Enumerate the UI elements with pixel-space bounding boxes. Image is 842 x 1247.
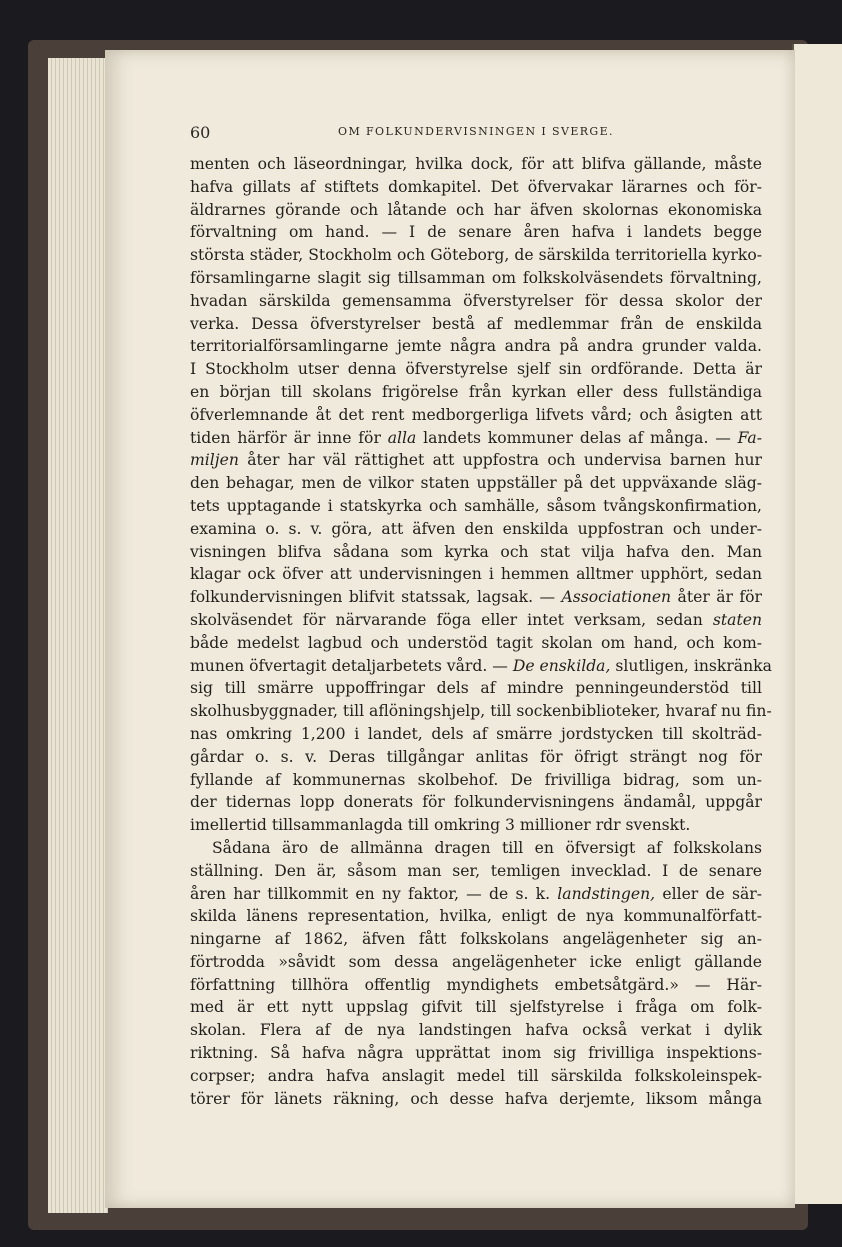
text-segment: slutligen, inskränka [615,656,772,675]
page-number: 60 [190,123,211,142]
text-line: visningen blifva sådana som kyrka och stat vilja hafva den. Man [190,542,762,561]
text-segment: åter har väl rättighet att uppfostra och undervisa barnen hur [247,451,762,470]
text-line: törer för länets räkning, och desse hafva derjemte, liksom många [190,1089,762,1108]
text-segment: folkundervisningen blifvit statssak, lagsak. — [190,588,556,607]
text-line: äldrarnes görande och låtande och har äfven skolornas ekonomiska [190,200,762,219]
body-text [190,153,772,1110]
text-line: menten och läseordningar, hvilka dock, för att blifva gällande, måste [190,155,762,173]
text-line [190,609,762,632]
text-line [190,586,762,609]
text-line: författning tillhöra offentlig myndighets embetsåtgärd.» — Här- [190,975,762,994]
text-line: den behagar, men de vilkor staten uppställer på det uppväxande släg- [190,474,762,493]
text-line: der tidernas lopp donerats för folkundervisningens ändamål, uppgår [190,793,762,812]
text-line: verka. Dessa öfverstyrelser bestå af medlemmar från de enskilda [190,314,762,333]
text-line: nas omkring 1,200 i landet, dels af smärre jordstycken till skolträd- [190,724,762,743]
page-edges [48,58,108,1213]
italic-emphasis: Fa- [737,428,762,447]
running-head [190,123,762,143]
text-line: förtrodda »såvidt som dessa angelägenheter icke enligt gällande [190,952,762,971]
text-line: riktning. Så hafva några upprättat inom sig frivilliga inspektions- [190,1044,762,1063]
text-line: skolan. Flera af de nya landstingen hafva också verkat i dylik [190,1021,762,1040]
text-segment: tiden härför är inne för [190,428,381,447]
text-line: öfverlemnande åt det rent medborgerliga lifvets vård; och åsigten att [190,405,762,424]
text-line: sig till smärre uppoffringar dels af mindre penningeunderstöd till [190,679,762,698]
italic-emphasis: De enskilda, [512,656,611,675]
text-line [190,449,762,472]
italic-emphasis: staten [712,610,762,629]
text-line: klagar ock öfver att undervisningen i hemmen alltmer upphört, sedan [190,565,762,584]
text-line [190,655,772,678]
text-segment: munen öfvertagit detaljarbetets vård. — [190,656,508,675]
italic-emphasis: alla [387,428,417,447]
text-segment: landets kommuner delas af många. — [423,428,731,447]
text-line: hafva gillats af stiftets domkapitel. Det öfvervakar lärarnes och för- [190,177,762,196]
italic-emphasis: landstingen, [557,884,656,903]
text-line: en början till skolans frigörelse från kyrkan eller dess fullständiga [190,382,762,401]
running-head-title: OM FOLKUNDERVISNINGEN I SVERGE. [338,125,614,138]
text-line: tets upptagande i statskyrka och samhälle, såsom tvångskonfirmation, [190,496,762,515]
text-line: gårdar o. s. v. Deras tillgångar anlitas för öfrigt strängt nog för [190,747,762,766]
text-line: ställning. Den är, såsom man ser, temligen invecklad. I de senare [190,861,762,880]
text-line: hvadan särskilda gemensamma öfverstyrelser för dessa skolor der [190,291,762,310]
text-line [190,427,762,450]
text-line: förvaltning om hand. — I de senare åren hafva i landets begge [190,223,762,242]
text-segment: åren har tillkommit en ny faktor, — de s. k. [190,884,551,903]
italic-emphasis: Associationen [561,588,672,607]
text-line: största städer, Stockholm och Göteborg, de särskilda territoriella kyrko- [190,246,762,265]
text-line: fyllande af kommunernas skolbehof. De frivilliga bidrag, som un- [190,770,762,789]
text-line: corpser; andra hafva anslagit medel till särskilda folkskoleinspek- [190,1066,762,1085]
text-line: skolhusbyggnader, till aflöningshjelp, till sockenbiblioteker, hvaraf nu fin- [190,702,772,721]
text-segment: åter är för [677,588,762,607]
text-line: både medelst lagbud och understöd tagit skolan om hand, och kom- [190,633,762,652]
text-line: med är ett nytt uppslag gifvit till sjelfstyrelse i fråga om folk- [190,998,762,1017]
text-line: Sådana äro de allmänna dragen till en öfversigt af folkskolans [212,838,762,857]
text-line: imellertid tillsammanlagda till omkring 3 millioner rdr svenskt. [190,816,691,835]
text-line: I Stockholm utser denna öfverstyrelse sjelf sin ordförande. Detta är [190,360,762,379]
text-line: församlingarne slagit sig tillsamman om folkskolväsendets förvaltning, [190,268,762,287]
adjacent-page [792,44,842,1204]
text-segment: eller de sär- [662,884,762,903]
text-line: territorialförsamlingarne jemte några andra på andra grunder valda. [190,337,762,356]
text-segment: skolväsendet för närvarande föga eller intet verksam, sedan [190,610,703,629]
text-line: examina o. s. v. göra, att äfven den enskilda uppfostran och under- [190,519,762,538]
text-line [190,883,762,906]
text-line: skilda länens representation, hvilka, enligt de nya kommunalförfatt- [190,907,762,926]
text-line: ningarne af 1862, äfven fått folkskolans angelägenheter sig an- [190,930,762,949]
italic-emphasis: miljen [190,451,239,470]
